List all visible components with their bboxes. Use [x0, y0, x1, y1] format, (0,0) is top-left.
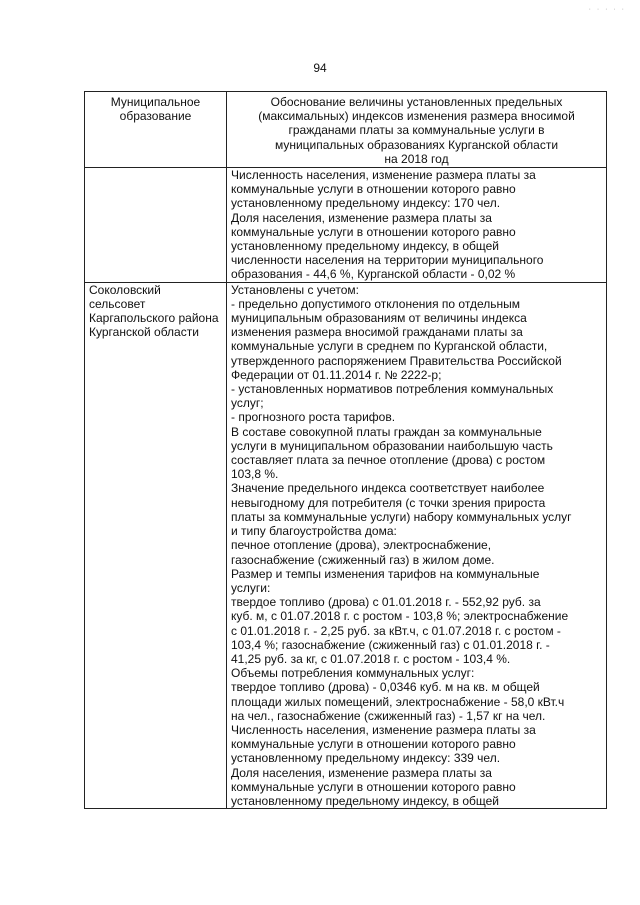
tariff-index-table	[84, 91, 607, 809]
text-line: утвержденного распоряжением Правительства Российской	[231, 353, 562, 368]
text-line: услуги:	[231, 580, 271, 595]
text-line: В составе совокупной платы граждан за коммунальные	[231, 424, 542, 439]
table-row	[85, 282, 607, 809]
text-line: Федерации от 01.11.2014 г. № 2222-р;	[231, 367, 442, 382]
header-justification-line: (максимальных) индексов изменения размера вносимой	[258, 109, 575, 124]
text-line: - предельно допустимого отклонения по отдельным	[231, 296, 520, 311]
header-municipality-line: образование	[119, 109, 192, 124]
text-line: коммунальные услуги в отношении которого равно	[231, 224, 516, 239]
corner-scan-mark: · · · · ·	[588, 6, 626, 13]
text-line: площади жилых помещений, электроснабжение - 58,0 кВт.ч	[231, 694, 565, 709]
justification-cell	[227, 168, 607, 283]
text-line: невыгодному для потребителя (с точки зрения прироста	[231, 495, 546, 510]
text-line: на чел., газоснабжение (сжиженный газ) - 1,57 кг на чел.	[231, 708, 546, 723]
text-line: газоснабжение (сжиженный газ) в жилом доме.	[231, 552, 495, 567]
text-line: установленному предельному индексу, в общей	[231, 793, 499, 808]
text-line: коммунальные услуги в отношении которого равно	[231, 737, 516, 752]
text-line: установленному предельному индексу: 170 чел.	[231, 196, 501, 211]
text-line: составляет плата за печное отопление (дрова) с ростом	[231, 453, 546, 468]
header-justification-line: гражданами платы за коммунальные услуги в	[288, 123, 545, 138]
text-line: коммунальные услуги в отношении которого равно	[231, 182, 516, 197]
table-row	[85, 168, 607, 283]
text-line: 103,8 %.	[231, 467, 279, 482]
text-line: установленному предельному индексу, в общей	[231, 239, 499, 254]
text-line: установленному предельному индексу: 339 чел.	[231, 751, 501, 766]
header-justification-cell	[227, 92, 607, 168]
text-line: коммунальные услуги в отношении которого равно	[231, 779, 516, 794]
text-line: твердое топливо (дрова) с 01.01.2018 г. - 552,92 руб. за	[231, 595, 541, 610]
municipality-cell	[85, 282, 227, 809]
text-line: Значение предельного индекса соответствует наиболее	[231, 481, 545, 496]
header-justification-line: на 2018 год	[384, 151, 449, 166]
justification-cell	[227, 282, 607, 809]
municipality-cell-empty	[85, 168, 227, 283]
text-line: и типу благоустройства дома:	[231, 524, 397, 539]
text-line: Объемы потребления коммунальных услуг:	[231, 666, 475, 681]
text-line: численности населения на территории муниципального	[231, 253, 544, 268]
text-line: Численность населения, изменение размера платы за	[231, 168, 536, 183]
text-line: Доля населения, изменение размера платы за	[231, 765, 492, 780]
municipality-line: Каргапольского района	[89, 311, 219, 326]
text-line: Доля населения, изменение размера платы за	[231, 210, 492, 225]
text-line: - установленных нормативов потребления коммунальных	[231, 382, 554, 397]
text-line: - прогнозного роста тарифов.	[231, 410, 396, 425]
municipality-line: Курганской области	[89, 325, 199, 340]
header-municipality-cell	[85, 92, 227, 168]
header-justification-line: муниципальных образованиях Курганской области	[274, 137, 559, 152]
text-line: изменения размера вносимой гражданами платы за	[231, 325, 523, 340]
municipality-line: Соколовский	[89, 282, 161, 297]
text-line: твердое топливо (дрова) - 0,0346 куб. м на кв. м общей	[231, 680, 540, 695]
header-municipality-line: Муниципальное	[110, 95, 201, 109]
text-line: куб. м, с 01.07.2018 г. с ростом - 103,8 %; электроснабжение	[231, 609, 569, 624]
page-number: 94	[313, 61, 327, 75]
text-line: образования - 44,6 %, Курганской области - 0,02 %	[231, 267, 516, 282]
text-line: услуг;	[231, 396, 264, 411]
text-line: с 01.01.2018 г. - 2,25 руб. за кВт.ч, с 01.07.2018 г. с ростом -	[231, 623, 561, 638]
municipality-line: сельсовет	[89, 296, 146, 311]
text-line: услуги в муниципальном образовании наибольшую часть	[231, 438, 553, 453]
text-line: печное отопление (дрова), электроснабжение,	[231, 538, 492, 553]
header-justification-line: Обоснование величины установленных предельных	[270, 95, 563, 109]
text-line: Размер и темпы изменения тарифов на коммунальные	[231, 566, 540, 581]
text-line: муниципальным образованиям от величины индекса	[231, 311, 527, 326]
text-line: 103,4 %; газоснабжение (сжиженный газ) с 01.01.2018 г. -	[231, 637, 550, 652]
text-line: платы за коммунальные услуги) набору коммунальных услуг	[231, 509, 572, 524]
text-line: Установлены с учетом:	[231, 282, 359, 297]
text-line: Численность населения, изменение размера платы за	[231, 722, 536, 737]
text-line: коммунальные услуги в среднем по Курганской области,	[231, 339, 548, 354]
text-line: 41,25 руб. за кг, с 01.07.2018 г. с ростом - 103,4 %.	[231, 651, 511, 666]
table-header-row	[85, 92, 607, 168]
